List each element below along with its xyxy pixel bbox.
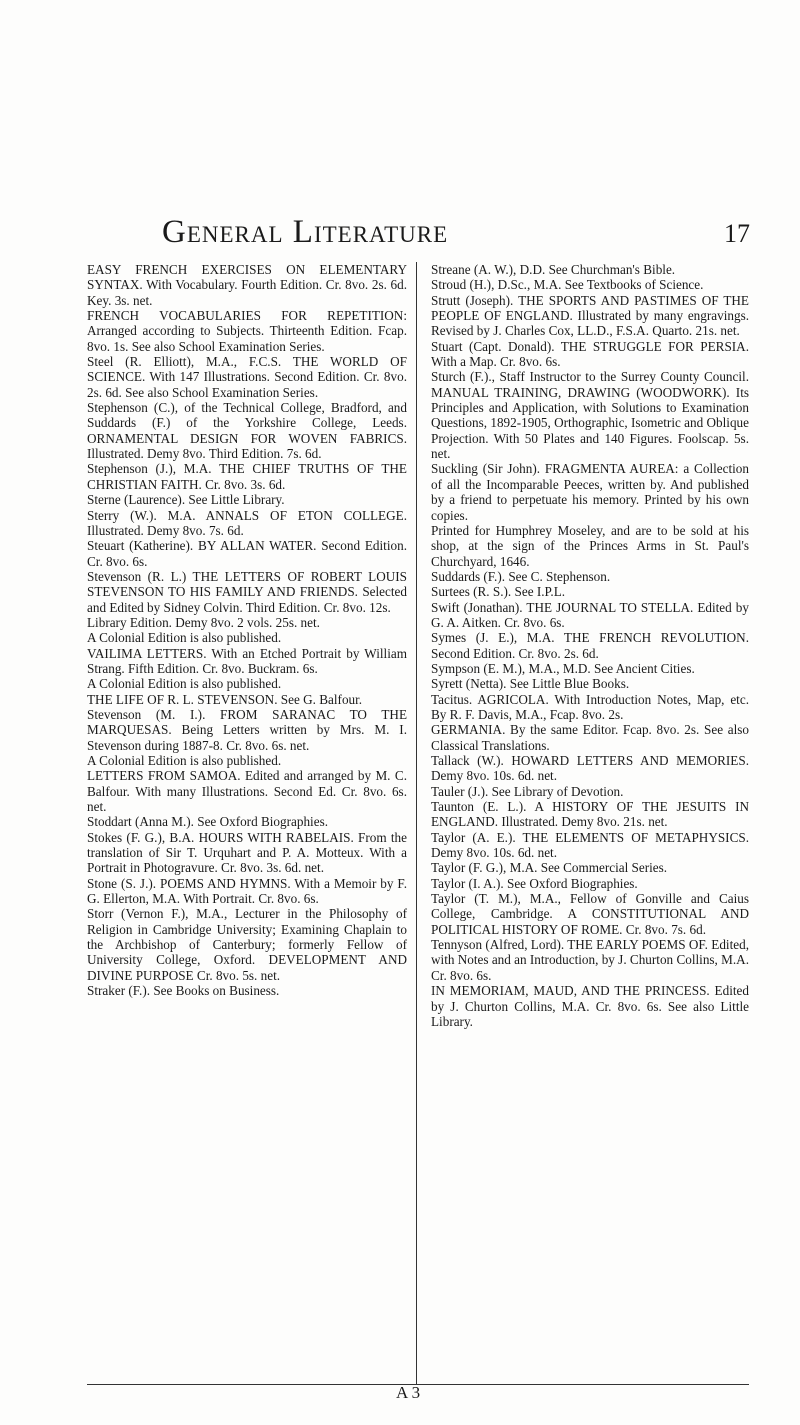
catalogue-entry: Tallack (W.). HOWARD LETTERS AND MEMORIES. Demy 8vo. 10s. 6d. net. [431, 753, 749, 784]
catalogue-entry: VAILIMA LETTERS. With an Etched Portrait by William Strang. Fifth Edition. Cr. 8vo. Buckram. 6s. [87, 645, 407, 676]
left-column [87, 262, 417, 1384]
catalogue-entry: Stokes (F. G.), B.A. HOURS WITH RABELAIS. From the translation of Sir T. Urquhart and P. A. Motteux. With a Portrait in Photogravure. Cr. 8vo. 3s. 6d. net. [87, 829, 407, 876]
catalogue-entry: Streane (A. W.), D.D. See Churchman's Bible. [431, 262, 676, 277]
catalogue-entry: Tennyson (Alfred, Lord). THE EARLY POEMS OF. Edited, with Notes and an Introduction, by J. Churton Collins, M.A. Cr. 8vo. 6s. [431, 937, 749, 983]
catalogue-entry: Stroud (H.), D.Sc., M.A. See Textbooks of Science. [431, 277, 704, 293]
catalogue-entry: FRENCH VOCABULARIES FOR REPETITION: Arranged according to Subjects. Thirteenth Edition. Fcap. 8vo. 1s. See also School Examination Series. [87, 308, 407, 354]
catalogue-entry: Suckling (Sir John). FRAGMENTA AUREA: a Collection of all the Incomparable Peeces, written by. And published by a friend to perpetuate his memory. Printed by his own copies. [431, 461, 749, 523]
catalogue-entry: Swift (Jonathan). THE JOURNAL TO STELLA. Edited by G. A. Aitken. Cr. 8vo. 6s. [431, 599, 749, 630]
page-number: 17 [724, 219, 750, 248]
right-column [431, 262, 749, 1384]
catalogue-entry: Storr (Vernon F.), M.A., Lecturer in the Philosophy of Religion in Cambridge University; Examining Chaplain to the Archbishop of Canterbury; formerly Fellow of University College, Oxford. DEVELOPMENT AND DIVINE PURPOSE Cr. 8vo. 5s. net. [87, 906, 407, 983]
catalogue-entry: Steel (R. Elliott), M.A., F.C.S. THE WORLD OF SCIENCE. With 147 Illustrations. Second Edition. Cr. 8vo. 2s. 6d. See also School Examination Series. [87, 354, 407, 400]
catalogue-entry: Surtees (R. S.). See I.P.L. [431, 584, 566, 600]
catalogue-entry: EASY FRENCH EXERCISES ON ELEMENTARY SYNTAX. With Vocabulary. Fourth Edition. Cr. 8vo. 2s. 6d. Key. 3s. net. [87, 262, 407, 308]
catalogue-entry: Taylor (T. M.), M.A., Fellow of Gonville and Caius College, Cambridge. A CONSTITUTIONAL AND POLITICAL HISTORY OF ROME. Cr. 8vo. 7s. 6d. [431, 891, 749, 937]
page-title: General Literature [162, 214, 449, 250]
catalogue-entry: Tacitus. AGRICOLA. With Introduction Notes, Map, etc. By R. F. Davis, M.A., Fcap. 8vo. 2s. [431, 691, 749, 722]
catalogue-entry: Stone (S. J.). POEMS AND HYMNS. With a Memoir by F. G. Ellerton, M.A. With Portrait. Cr. 8vo. 6s. [87, 875, 407, 907]
catalogue-entry: A Colonial Edition is also published. [87, 630, 282, 646]
catalogue-entry: Suddards (F.). See C. Stephenson. [431, 568, 611, 584]
catalogue-entry: Sterry (W.). M.A. ANNALS OF ETON COLLEGE. Illustrated. Demy 8vo. 7s. 6d. [87, 507, 407, 538]
catalogue-entry: Stuart (Capt. Donald). THE STRUGGLE FOR PERSIA. With a Map. Cr. 8vo. 6s. [431, 338, 749, 370]
catalogue-entry: Symes (J. E.), M.A. THE FRENCH REVOLUTION. Second Edition. Cr. 8vo. 2s. 6d. [431, 630, 749, 661]
catalogue-entry: Straker (F.). See Books on Business. [87, 983, 280, 999]
catalogue-entry: Printed for Humphrey Moseley, and are to be sold at his shop, at the sign of the Princes Arms in St. Paul's Churchyard, 1646. [431, 522, 749, 569]
catalogue-entry: Taylor (F. G.), M.A. See Commercial Series. [431, 860, 668, 876]
catalogue-entry: Sterne (Laurence). See Little Library. [87, 492, 285, 508]
catalogue-entry: Syrett (Netta). See Little Blue Books. [431, 676, 630, 692]
catalogue-entry: Stephenson (C.), of the Technical College, Bradford, and Suddards (F.) of the Yorkshire College, Leeds. ORNAMENTAL DESIGN FOR WOVEN FABRICS. Illustrated. Demy 8vo. Third Edition. 7s. 6d. [87, 400, 407, 462]
catalogue-entry: IN MEMORIAM, MAUD, AND THE PRINCESS. Edited by J. Churton Collins, M.A. Cr. 8vo. 6s. See also Little Library. [431, 983, 749, 1029]
signature-mark: A 3 [396, 1383, 421, 1402]
catalogue-entry: Stoddart (Anna M.). See Oxford Biographies. [87, 814, 328, 830]
catalogue-columns [87, 262, 749, 1384]
catalogue-entry: Tauler (J.). See Library of Devotion. [431, 783, 624, 799]
catalogue-entry: Taylor (A. E.). THE ELEMENTS OF METAPHYSICS. Demy 8vo. 10s. 6d. net. [431, 829, 749, 861]
catalogue-entry: Taylor (I. A.). See Oxford Biographies. [431, 875, 638, 891]
catalogue-entry: Library Edition. Demy 8vo. 2 vols. 25s. net. [87, 614, 320, 630]
catalogue-entry: Strutt (Joseph). THE SPORTS AND PASTIMES OF THE PEOPLE OF ENGLAND. Illustrated by many engravings. Revised by J. Charles Cox, LL.D., F.S.A. Quarto. 21s. net. [431, 292, 749, 339]
running-header [90, 214, 750, 251]
catalogue-entry: Steuart (Katherine). BY ALLAN WATER. Second Edition. Cr. 8vo. 6s. [87, 538, 407, 569]
catalogue-entry: Sturch (F.)., Staff Instructor to the Surrey County Council. MANUAL TRAINING, DRAWING (WOODWORK). Its Principles and Application, with Solutions to Examination Questions, 1892-1905, Orthographic, Isometric and Oblique Projection. With 50 Plates and 140 Figures. Foolscap. 5s. net. [431, 369, 749, 462]
catalogue-entry: Stevenson (R. L.) THE LETTERS OF ROBERT LOUIS STEVENSON TO HIS FAMILY AND FRIENDS. Selected and Edited by Sidney Colvin. Third Edition. Cr. 8vo. 12s. [87, 568, 407, 615]
catalogue-entry: Stephenson (J.), M.A. THE CHIEF TRUTHS OF THE CHRISTIAN FAITH. Cr. 8vo. 3s. 6d. [87, 461, 407, 492]
catalogue-entry: GERMANIA. By the same Editor. Fcap. 8vo. 2s. See also Classical Translations. [431, 722, 749, 753]
catalogue-entry: A Colonial Edition is also published. [87, 753, 282, 768]
catalogue-entry: Stevenson (M. I.). FROM SARANAC TO THE MARQUESAS. Being Letters written by Mrs. M. I. Stevenson during 1887-8. Cr. 8vo. 6s. net. [87, 706, 407, 753]
catalogue-entry: Sympson (E. M.), M.A., M.D. See Ancient Cities. [431, 660, 695, 676]
catalogue-entry: LETTERS FROM SAMOA. Edited and arranged by M. C. Balfour. With many Illustrations. Second Ed. Cr. 8vo. 6s. net. [87, 768, 407, 815]
catalogue-entry: THE LIFE OF R. L. STEVENSON. See G. Balfour. [87, 691, 363, 707]
catalogue-entry: Taunton (E. L.). A HISTORY OF THE JESUITS IN ENGLAND. Illustrated. Demy 8vo. 21s. net. [431, 799, 749, 830]
catalogue-entry: A Colonial Edition is also published. [87, 676, 282, 692]
